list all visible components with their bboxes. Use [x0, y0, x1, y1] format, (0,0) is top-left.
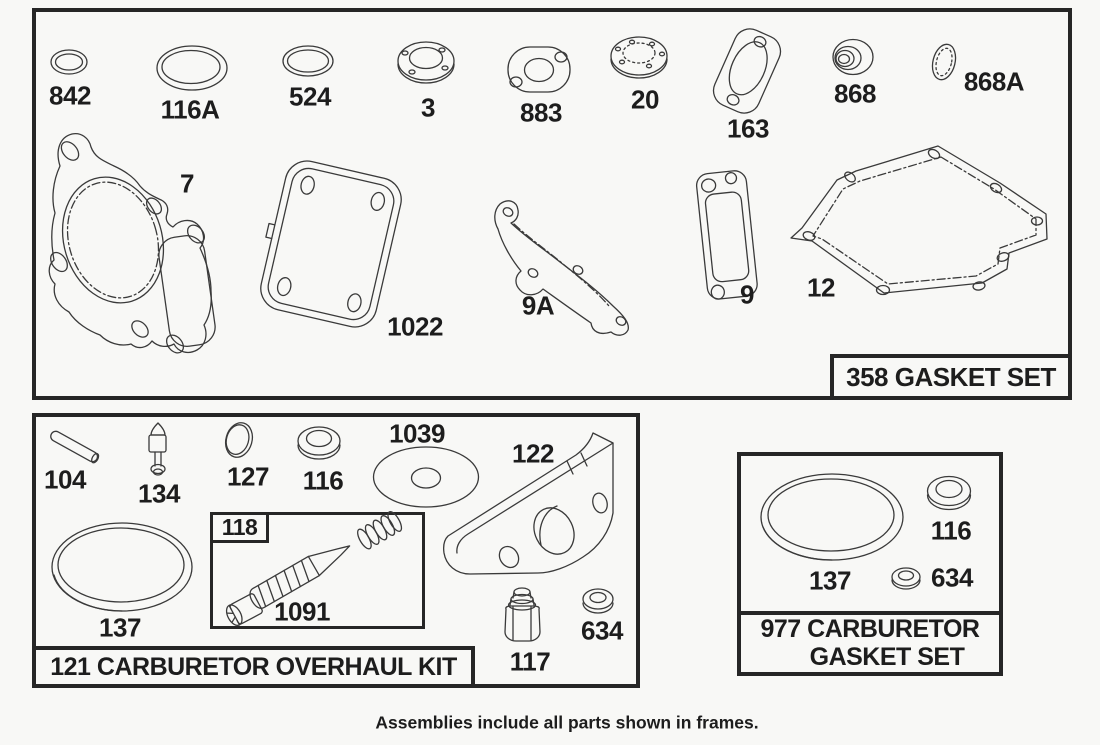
part-label-1091: 1091 [274, 596, 330, 627]
carburetor-gasket-set-title-line1: 977 CARBURETOR [760, 615, 980, 643]
part-868-drawing [833, 40, 873, 75]
part-524-drawing [283, 46, 333, 76]
part-label-1022: 1022 [387, 311, 443, 342]
part-868A-drawing [929, 42, 959, 82]
carburetor-gasket-set-title-line2: GASKET SET [809, 642, 965, 671]
part-label-134: 134 [138, 478, 180, 509]
part-label-127: 127 [227, 461, 269, 492]
part-label-137-gasket: 137 [809, 565, 851, 596]
part-116-gasket-drawing [928, 477, 971, 510]
part-137-kit-drawing [52, 523, 192, 611]
gasket-set-title [830, 354, 1072, 400]
needle-valve-subframe-title [210, 512, 269, 543]
part-137-gasket-drawing [761, 474, 903, 560]
carburetor-gasket-set-title [737, 611, 1003, 676]
part-7-drawing [47, 134, 217, 357]
part-116A-drawing [157, 46, 227, 90]
part-104-drawing [49, 430, 100, 464]
part-634-kit-drawing [583, 589, 613, 613]
part-label-122: 122 [512, 438, 554, 469]
part-label-9A: 9A [521, 290, 555, 321]
part-127-drawing [222, 420, 257, 461]
overhaul-kit-title-text: 121 CARBURETOR OVERHAUL KIT [50, 652, 457, 681]
part-842-drawing [51, 50, 87, 74]
part-label-634-kit: 634 [581, 615, 623, 646]
part-label-137-kit: 137 [99, 612, 141, 643]
part-label-842: 842 [49, 80, 91, 111]
part-134-drawing [149, 423, 166, 475]
needle-valve-subframe-title-text: 118 [221, 514, 258, 540]
part-163-drawing [708, 24, 785, 118]
part-3-drawing [398, 42, 454, 83]
part-label-9: 9 [740, 279, 754, 310]
part-label-868A: 868A [963, 66, 1025, 97]
part-label-20: 20 [631, 84, 659, 115]
part-label-117: 117 [509, 646, 551, 677]
part-1039-drawing [374, 447, 479, 507]
part-label-1039: 1039 [389, 418, 445, 449]
part-9A-drawing [495, 201, 629, 335]
assemblies-note: Assemblies include all parts shown in frames. [375, 712, 759, 733]
overhaul-kit-title [32, 646, 475, 688]
part-116-kit-drawing [298, 427, 340, 459]
part-1022-drawing [251, 155, 406, 331]
part-label-116-kit: 116 [302, 465, 344, 496]
part-634-gasket-drawing [892, 568, 920, 589]
gasket-set-title-text: 358 GASKET SET [846, 361, 1056, 392]
part-label-104: 104 [44, 464, 86, 495]
part-117-drawing [505, 588, 540, 641]
part-label-163: 163 [727, 113, 769, 144]
part-20-drawing [611, 37, 667, 78]
part-label-7: 7 [180, 168, 194, 199]
part-883-drawing [508, 47, 570, 92]
part-label-12: 12 [807, 272, 835, 303]
part-label-868: 868 [834, 78, 876, 109]
part-label-883: 883 [520, 97, 562, 128]
part-label-116-gasket: 116 [930, 515, 972, 546]
part-label-524: 524 [289, 81, 331, 112]
part-label-634-gasket: 634 [931, 562, 973, 593]
part-label-3: 3 [421, 92, 435, 123]
part-label-116A: 116A [160, 94, 220, 125]
